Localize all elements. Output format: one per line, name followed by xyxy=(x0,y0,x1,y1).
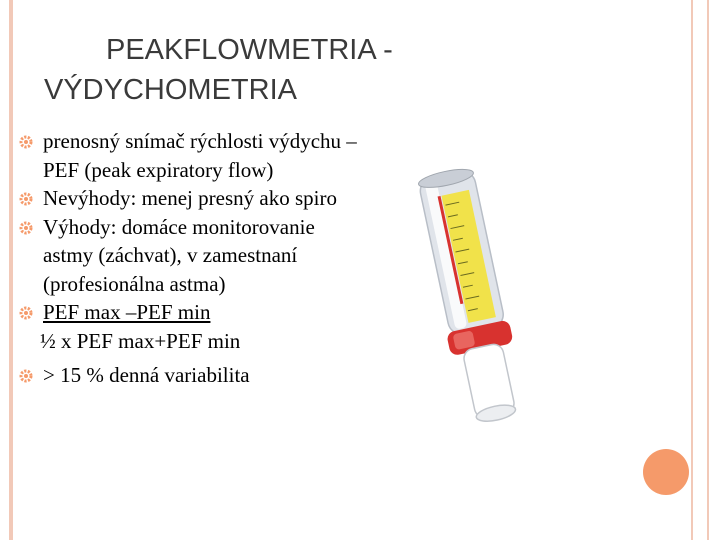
bullet-item xyxy=(0,184,360,213)
gear-icon xyxy=(19,221,33,235)
peak-flow-meter-image xyxy=(410,160,550,440)
gear-icon xyxy=(19,306,33,320)
gear-icon xyxy=(19,192,33,206)
formula-text: ½ x PEF max+PEF min xyxy=(40,328,241,353)
bullet-item xyxy=(0,213,360,299)
decorative-circle xyxy=(643,449,689,495)
formula-line xyxy=(0,327,360,356)
bullet-list xyxy=(0,127,360,390)
bullet-item xyxy=(0,127,360,184)
gear-icon xyxy=(19,135,33,149)
bullet-item xyxy=(0,361,360,390)
bullet-text: Nevýhody: menej presný ako spiro xyxy=(43,186,337,210)
slide-title: PEAKFLOWMETRIA - VÝDYCHOMETRIA xyxy=(44,34,393,106)
bullet-text: > 15 % denná variabilita xyxy=(43,363,250,387)
bullet-text: PEF max –PEF min xyxy=(43,300,211,324)
bullet-text: prenosný snímač rýchlosti výdychu – PEF (peak expiratory flow) xyxy=(43,129,357,182)
bullet-item xyxy=(0,298,360,327)
right-decorative-frame xyxy=(691,0,709,540)
bullet-text: Výhody: domáce monitorovanie astmy (záchvat), v zamestnaní (profesionálna astma) xyxy=(43,214,315,296)
gear-icon xyxy=(19,369,33,383)
